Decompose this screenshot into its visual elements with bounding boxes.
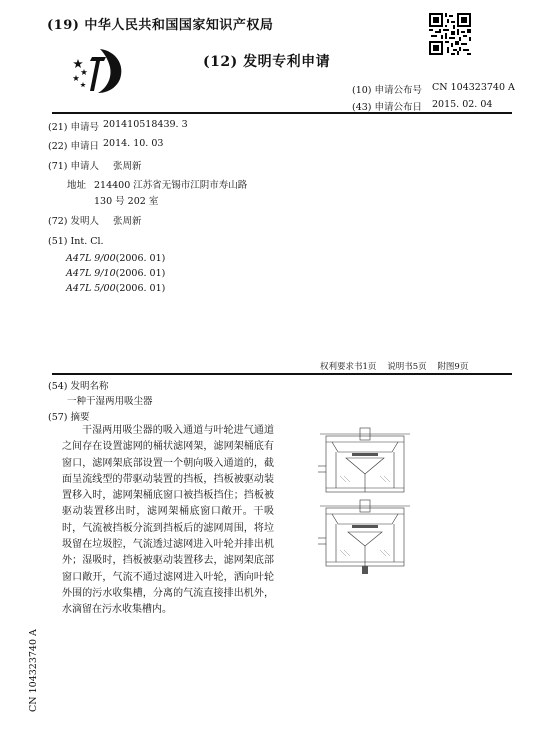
section-divider [52,373,512,375]
applicant-name: 张周新 [113,161,142,172]
abstract-text: 干湿两用吸尘器的吸入通道与叶轮进气通道之间存在设置滤网的桶状滤网架，滤网架桶底有窗口，滤网架底部设置一个朝向吸入通道的，截面呈流线型的带驱动装置的挡板，挡板被驱动装置移入时，滤网架桶底窗口被挡板挡住；挡板被驱动装置移出时，滤网架桶底窗口敞开。干吸时，气流被挡板分流到挡板后的滤网周围，将垃圾留在垃圾腔，气流透过滤网进入叶轮并排出机外；湿吸时，挡板被驱动装置移去，滤网架底部窗口敞开，气流不通过滤网进入叶轮，洒向叶轮外围的污水收集槽，分离的气流直接排出机外，水滴留在污水收集槽内。 [62,425,274,616]
ipc-year: (2006. 01) [115,268,166,279]
ipc-year: (2006. 01) [115,253,166,264]
invention-title: 一种干湿两用吸尘器 [67,396,153,407]
issuing-authority: (19) 中华人民共和国国家知识产权局 [47,18,274,33]
inventor-label: (72) 发明人 [48,216,100,227]
address-line-1: 214400 江苏省无锡市江阴市寿山路 [94,180,248,191]
ipc-entry [66,268,165,279]
invention-title-label: (54) 发明名称 [48,381,109,392]
qr-code-icon [429,13,471,55]
ipc-entry [66,253,165,264]
publication-number: CN 104323740 A [432,82,515,93]
document-type: (12) 发明专利申请 [203,54,331,70]
int-cl-label: (51) Int. Cl. [48,236,104,247]
inventor-name: 张周新 [113,216,142,227]
publication-number-label: (10) 申请公布号 [352,85,423,96]
ipc-code: A47L 9/00 [66,253,116,264]
address-line-2: 130 号 202 室 [94,196,159,207]
publication-date-label: (43) 申请公布日 [352,102,423,113]
ipc-year: (2006. 01) [115,283,166,294]
publication-date: 2015. 02. 04 [432,99,493,110]
abstract-drawing [316,426,414,576]
cnipa-logo-icon [70,47,128,95]
side-publication-number: CN 104323740 A [28,629,39,712]
ipc-code: A47L 5/00 [66,283,116,294]
page-count-note: 权利要求书1页 说明书5页 附图9页 [320,362,469,372]
application-number: 201410518439. 3 [103,119,188,130]
filing-date: 2014. 10. 03 [103,138,164,149]
abstract-label: (57) 摘要 [48,412,90,423]
ipc-code: A47L 9/10 [66,268,116,279]
application-number-label: (21) 申请号 [48,122,100,133]
applicant-label: (71) 申请人 [48,161,100,172]
ipc-entry [66,283,165,294]
filing-date-label: (22) 申请日 [48,141,100,152]
address-label: 地址 [67,180,87,191]
header-divider [52,112,512,114]
